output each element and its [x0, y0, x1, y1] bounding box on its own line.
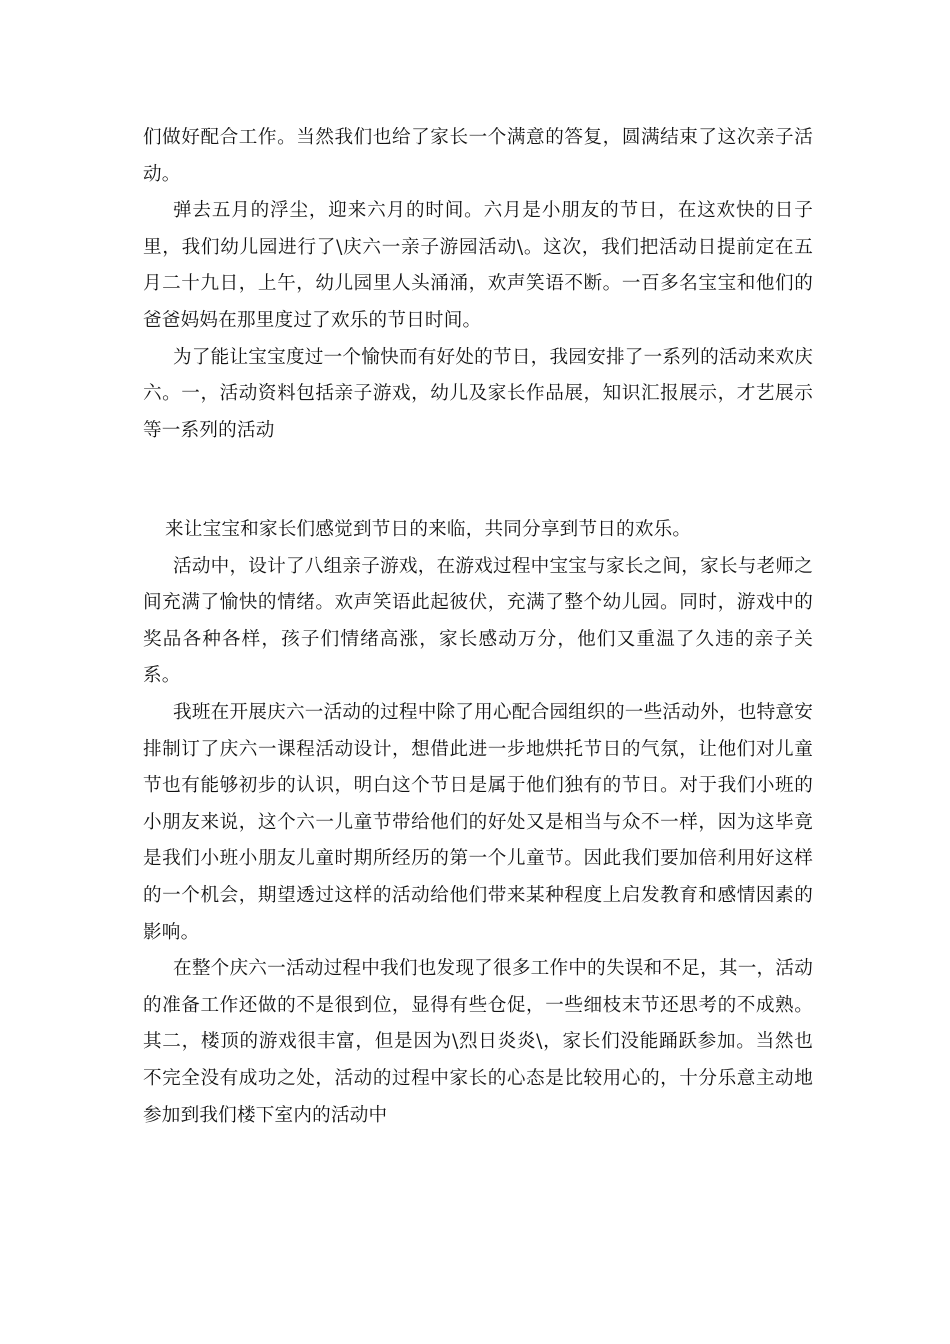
paragraph-parent-child-games: 活动中，设计了八组亲子游戏，在游戏过程中宝宝与家长之间，家长与老师之间充满了愉快的情绪。欢声笑语此起彼伏，充满了整个幼儿园。同时，游戏中的奖品各种各样，孩子们情绪高涨，家长感动万分，他们又重温了久违的亲子关系。 — [143, 555, 813, 687]
paragraph-class-curriculum: 我班在开展庆六一活动的过程中除了用心配合园组织的一些活动外，也特意安排制订了庆六一课程活动设计，想借此进一步地烘托节日的气氛，让他们对儿童节也有能够初步的认识，明白这个节日是属于他们独有的节日。对于我们小班的小朋友来说，这个六一儿童节带给他们的好处又是相当与众不一样，因为这毕竟是我们小班小朋友儿童时期所经历的第一个儿童节。因此我们要加倍利用好这样的一个机会，期望透过这样的活动给他们带来某种程度上启发教育和感情因素的影响。 — [143, 701, 813, 943]
paragraph-june-festival: 弹去五月的浮尘，迎来六月的时间。六月是小朋友的节日，在这欢快的日子里，我们幼儿园进行了\庆六一亲子游园活动\。这次，我们把活动日提前定在五月二十九日，上午，幼儿园里人头涌涌，欢声笑语不断。一百多名宝宝和他们的爸爸妈妈在那里度过了欢乐的节日时间。 — [143, 200, 813, 331]
paragraph-activity-arrangement: 为了能让宝宝度过一个愉快而有好处的节日，我园安排了一系列的活动来欢庆六。一，活动资料包括亲子游戏，幼儿及家长作品展，知识汇报展示，才艺展示等一系列的活动 — [143, 346, 813, 441]
text-block-bottom — [143, 512, 813, 1134]
text-block-top — [143, 120, 813, 449]
paragraph-continuation: 们做好配合工作。当然我们也给了家长一个满意的答复，圆满结束了这次亲子活动。 — [143, 127, 813, 185]
paragraph-share-joy: 来让宝宝和家长们感觉到节日的来临，共同分享到节日的欢乐。 — [165, 519, 692, 540]
paragraph-shortcomings: 在整个庆六一活动过程中我们也发现了很多工作中的失误和不足，其一，活动的准备工作还做的不是很到位，显得有些仓促，一些细枝末节还思考的不成熟。其二，楼顶的游戏很丰富，但是因为\烈日炎炎\，家长们没能踊跃参加。当然也不完全没有成功之处，活动的过程中家长的心态是比较用心的，十分乐意主动地参加到我们楼下室内的活动中 — [143, 958, 813, 1126]
